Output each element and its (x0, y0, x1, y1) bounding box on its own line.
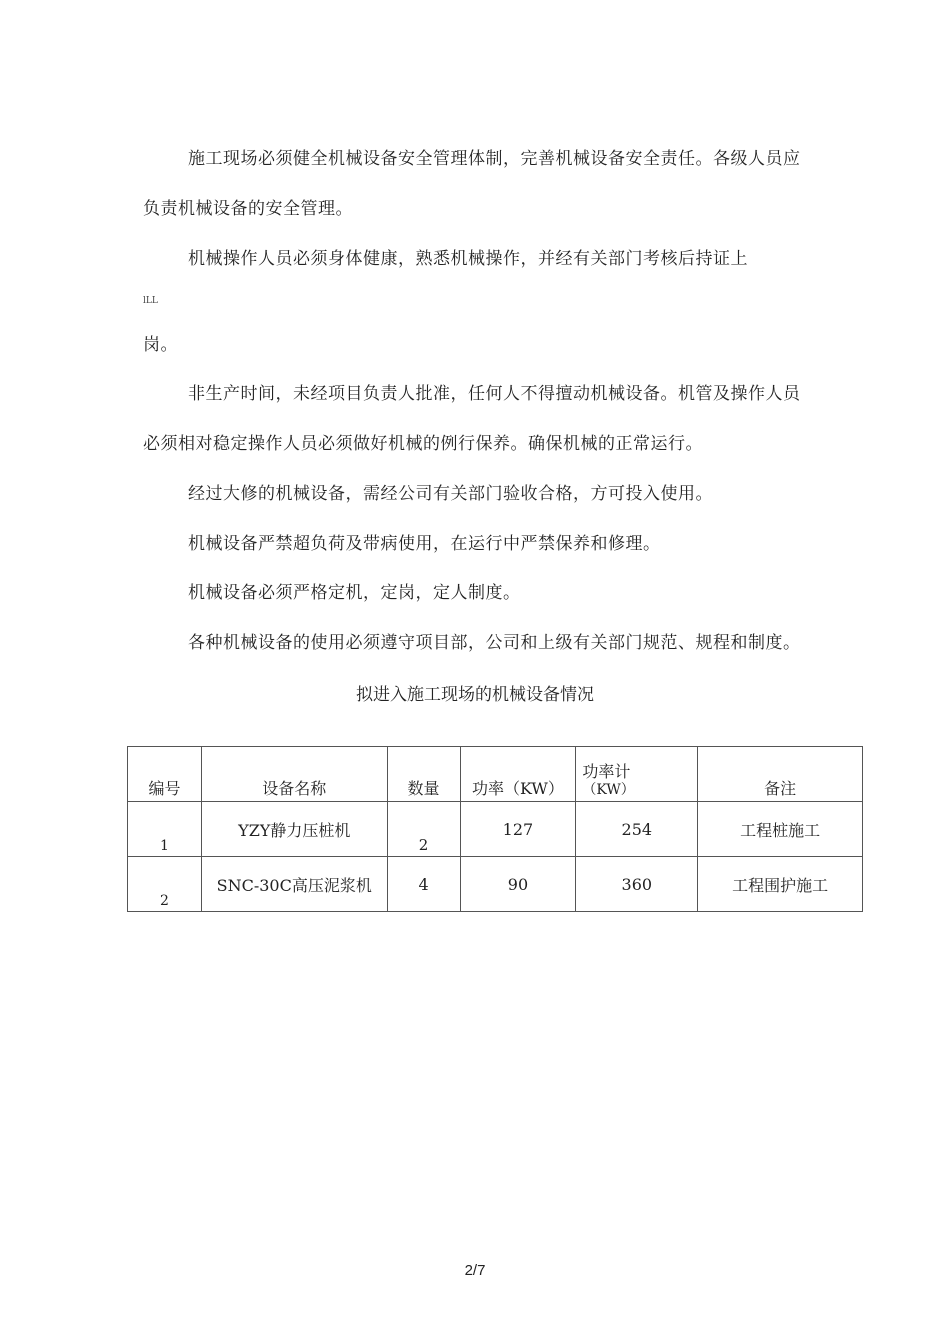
header-no: 编号 (128, 747, 202, 802)
header-note: 备注 (698, 747, 863, 802)
table-row (128, 802, 863, 857)
paragraph-5: 机械设备严禁超负荷及带病使用，在运行中严禁保养和修理。 (188, 534, 661, 554)
cell-note: 工程桩施工 (698, 802, 863, 857)
cell-qty: 2 (387, 802, 460, 857)
cell-power: 127 (460, 802, 576, 857)
header-power: 功率（KW） (460, 747, 576, 802)
cell-no: 1 (128, 802, 202, 857)
cell-name: YZY静力压桩机 (201, 802, 387, 857)
table-row (128, 857, 863, 912)
paragraph-2-line-1: 机械操作人员必须身体健康，熟悉机械操作，并经有关部门考核后持证上 (188, 249, 748, 269)
paragraph-4: 经过大修的机械设备，需经公司有关部门验收合格，方可投入使用。 (188, 484, 713, 504)
paragraph-6: 机械设备必须严格定机，定岗，定人制度。 (188, 583, 521, 603)
header-total-line-1: 功率计 (582, 762, 631, 781)
header-name: 设备名称 (201, 747, 387, 802)
paragraph-1-line-2: 负责机械设备的安全管理。 (143, 199, 353, 219)
header-total-line-2: （KW） (582, 782, 635, 798)
paragraph-3-line-2: 必须相对稳定操作人员必须做好机械的例行保养。确保机械的正常运行。 (143, 434, 703, 454)
page-number: 2/7 (464, 1262, 486, 1279)
paragraph-7: 各种机械设备的使用必须遵守项目部，公司和上级有关部门规范、规程和制度。 (188, 633, 801, 653)
cell-total: 360 (576, 857, 698, 912)
stray-mark: lLL (143, 296, 158, 306)
table-caption: 拟进入施工现场的机械设备情况 (356, 685, 594, 705)
cell-total: 254 (576, 802, 698, 857)
paragraph-2-line-2: 岗。 (143, 335, 178, 355)
header-total (576, 747, 698, 802)
table-header-row (128, 747, 863, 802)
cell-qty: 4 (387, 857, 460, 912)
paragraph-3-line-1: 非生产时间，未经项目负责人批准，任何人不得擅动机械设备。机管及操作人员 (188, 384, 801, 404)
header-qty: 数量 (387, 747, 460, 802)
cell-no: 2 (128, 857, 202, 912)
equipment-table (127, 746, 863, 912)
paragraph-1-line-1: 施工现场必须健全机械设备安全管理体制，完善机械设备安全责任。各级人员应 (188, 149, 801, 169)
cell-note: 工程围护施工 (698, 857, 863, 912)
cell-name: SNC-30C高压泥浆机 (201, 857, 387, 912)
cell-power: 90 (460, 857, 576, 912)
